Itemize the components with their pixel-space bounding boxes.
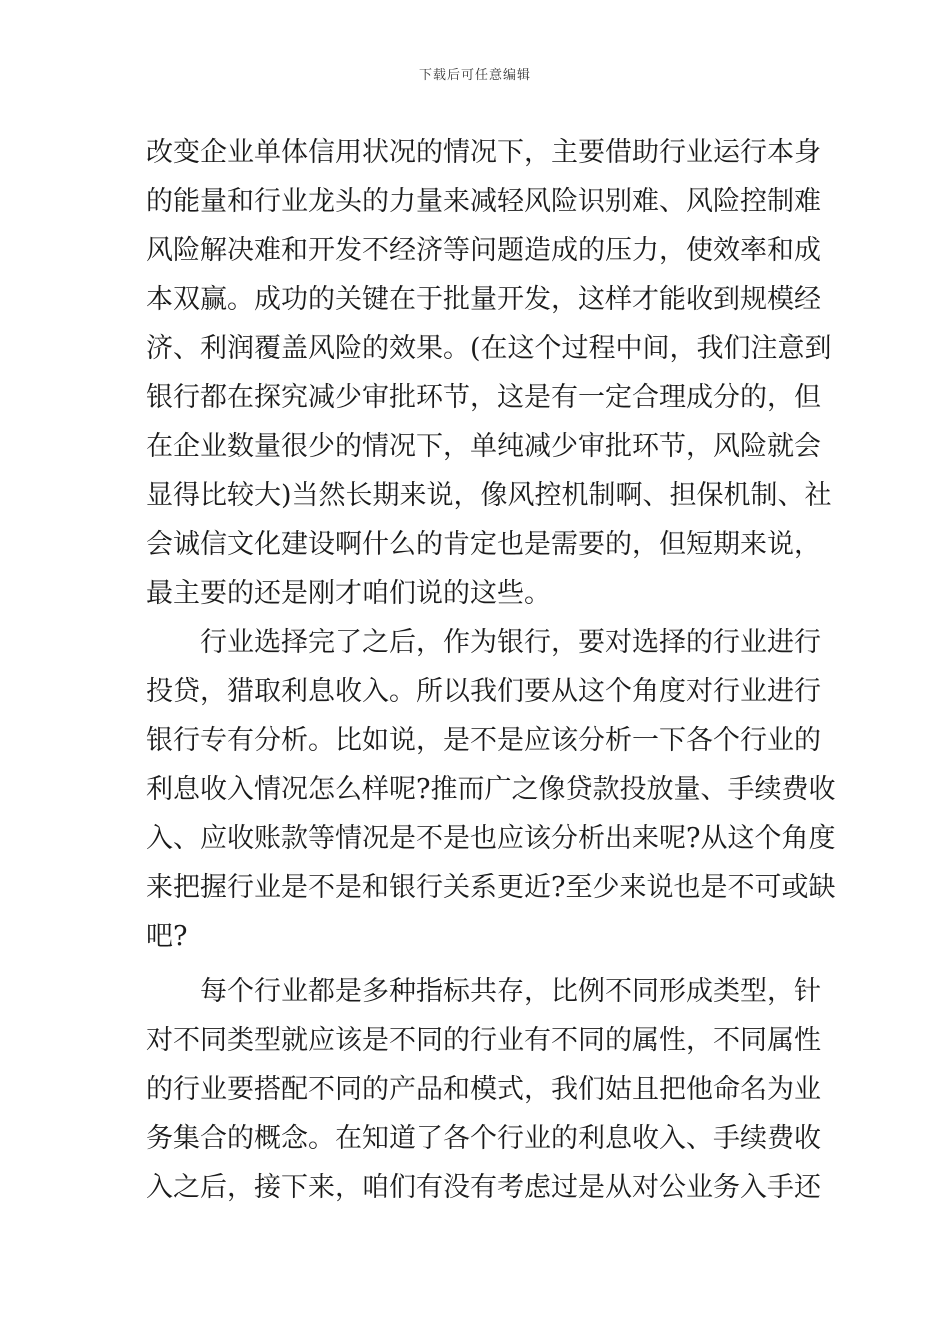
text-line: 最主要的还是刚才咱们说的这些。	[146, 578, 551, 609]
text-line: 显得比较大)当然长期来说，像风控机制啊、担保机制、社	[146, 480, 832, 511]
text-line: 每个行业都是多种指标共存，比例不同形成类型，针	[200, 976, 821, 1007]
text-line: 投贷，猎取利息收入。所以我们要从这个角度对行业进行	[146, 676, 821, 707]
paragraph-3	[146, 967, 821, 1212]
text-line: 对不同类型就应该是不同的行业有不同的属性，不同属性	[146, 1025, 821, 1056]
text-line: 务集合的概念。在知道了各个行业的利息收入、手续费收	[146, 1123, 821, 1154]
text-line: 行业选择完了之后，作为银行，要对选择的行业进行	[200, 627, 821, 658]
paragraph-1	[146, 128, 832, 618]
text-line: 的能量和行业龙头的力量来减轻风险识别难、风险控制难	[146, 186, 821, 217]
text-line: 银行都在探究减少审批环节，这是有一定合理成分的，但	[146, 382, 821, 413]
page-header: 下载后可任意编辑	[418, 68, 531, 83]
text-line: 吧?	[146, 921, 188, 952]
text-line: 的行业要搭配不同的产品和模式，我们姑且把他命名为业	[146, 1074, 821, 1105]
document-body	[146, 128, 836, 1212]
text-line: 本双赢。成功的关键在于批量开发，这样才能收到规模经	[146, 284, 821, 315]
text-line: 利息收入情况怎么样呢?推而广之像贷款投放量、手续费收	[146, 774, 836, 805]
text-line: 在企业数量很少的情况下，单纯减少审批环节，风险就会	[146, 431, 821, 462]
text-line: 银行专有分析。比如说，是不是应该分析一下各个行业的	[146, 725, 821, 756]
text-line: 风险解决难和开发不经济等问题造成的压力，使效率和成	[146, 235, 821, 266]
text-line: 来把握行业是不是和银行关系更近?至少来说也是不可或缺	[146, 872, 836, 903]
text-line: 会诚信文化建设啊什么的肯定也是需要的，但短期来说，	[146, 529, 821, 560]
paragraph-2	[146, 618, 836, 961]
text-line: 入之后，接下来，咱们有没有考虑过是从对公业务入手还	[146, 1172, 821, 1203]
text-line: 济、利润覆盖风险的效果。(在这个过程中间，我们注意到	[146, 333, 832, 364]
text-line: 改变企业单体信用状况的情况下，主要借助行业运行本身	[146, 137, 821, 168]
text-line: 入、应收账款等情况是不是也应该分析出来呢?从这个角度	[146, 823, 836, 854]
